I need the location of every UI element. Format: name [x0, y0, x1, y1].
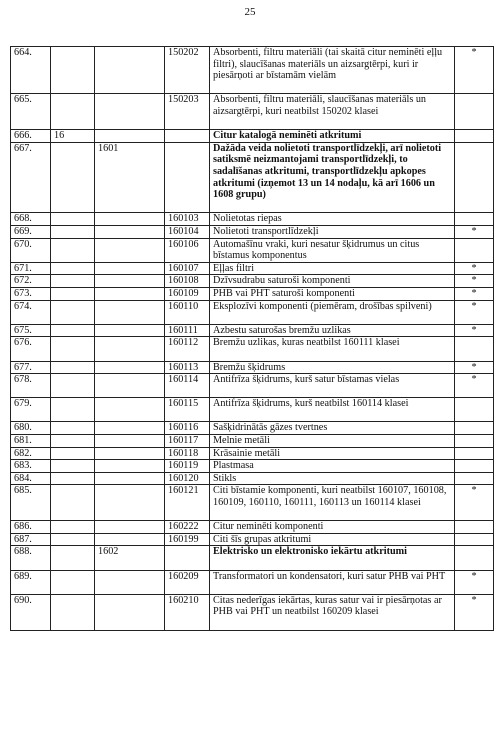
row-number-cell: 680. — [11, 422, 51, 435]
waste-code-cell: 160107 — [165, 262, 210, 275]
waste-code-cell: 160119 — [165, 460, 210, 473]
group-code-cell — [95, 570, 165, 594]
group-code-cell — [95, 130, 165, 143]
group-code-cell — [95, 361, 165, 374]
hazard-mark-cell — [455, 422, 494, 435]
chapter-code-cell — [51, 142, 95, 213]
table-row — [11, 287, 494, 300]
row-number-cell: 690. — [11, 594, 51, 630]
chapter-code-cell — [51, 422, 95, 435]
description-cell: Bremžu uzlikas, kuras neatbilst 160111 klasei — [210, 337, 455, 361]
group-code-cell — [95, 594, 165, 630]
row-number-cell: 671. — [11, 262, 51, 275]
description-cell: Dzīvsudrabu saturoši komponenti — [210, 275, 455, 288]
row-number-cell: 681. — [11, 435, 51, 448]
description-cell: Absorbenti, filtru materiāli, slaucīšanas materiāls un aizsargtērpi, kuri neatbilst 150202 klasei — [210, 94, 455, 130]
group-code-cell — [95, 435, 165, 448]
waste-code-cell — [165, 142, 210, 213]
table-row — [11, 238, 494, 262]
hazard-mark-cell: * — [455, 225, 494, 238]
table-row — [11, 447, 494, 460]
waste-code-cell: 160112 — [165, 337, 210, 361]
chapter-code-cell — [51, 213, 95, 226]
chapter-code-cell — [51, 521, 95, 534]
row-number-cell: 683. — [11, 460, 51, 473]
chapter-code-cell — [51, 287, 95, 300]
chapter-code-cell — [51, 361, 95, 374]
waste-code-cell: 160117 — [165, 435, 210, 448]
chapter-code-cell — [51, 337, 95, 361]
waste-code-cell — [165, 546, 210, 570]
waste-code-cell: 160222 — [165, 521, 210, 534]
waste-code-cell: 160115 — [165, 398, 210, 422]
chapter-code-cell — [51, 533, 95, 546]
table-row — [11, 300, 494, 324]
table-body — [11, 47, 494, 631]
row-number-cell: 682. — [11, 447, 51, 460]
row-number-cell: 687. — [11, 533, 51, 546]
chapter-code-cell — [51, 47, 95, 94]
row-number-cell: 665. — [11, 94, 51, 130]
waste-code-cell: 160103 — [165, 213, 210, 226]
table-row — [11, 533, 494, 546]
description-cell: Azbestu saturošas bremžu uzlikas — [210, 324, 455, 337]
waste-code-cell: 160110 — [165, 300, 210, 324]
description-cell: Eksplozīvi komponenti (piemēram, drošības spilveni) — [210, 300, 455, 324]
row-number-cell: 676. — [11, 337, 51, 361]
waste-code-cell: 160118 — [165, 447, 210, 460]
hazard-mark-cell — [455, 472, 494, 485]
row-number-cell: 672. — [11, 275, 51, 288]
group-code-cell — [95, 94, 165, 130]
table-row — [11, 262, 494, 275]
waste-code-cell: 160199 — [165, 533, 210, 546]
waste-code-cell: 160104 — [165, 225, 210, 238]
waste-code-cell: 160121 — [165, 485, 210, 521]
chapter-code-cell — [51, 275, 95, 288]
description-cell: Stikls — [210, 472, 455, 485]
hazard-mark-cell — [455, 142, 494, 213]
description-cell: Bremžu šķidrums — [210, 361, 455, 374]
hazard-mark-cell — [455, 533, 494, 546]
group-code-cell — [95, 521, 165, 534]
hazard-mark-cell: * — [455, 47, 494, 94]
table-row — [11, 460, 494, 473]
chapter-code-cell — [51, 238, 95, 262]
table-row — [11, 422, 494, 435]
group-code-cell — [95, 300, 165, 324]
description-cell: Dažāda veida nolietoti transportlīdzekļi, arī nolietoti satiksmē neizmantojami transportlīdzekļi, to sadalīšanas atkritumi, transportlīdzekļu apkopes atkritumi (izņemot 13 un 14 nodaļu, kā arī 1606 un 1608 grupu) — [210, 142, 455, 213]
row-number-cell: 664. — [11, 47, 51, 94]
waste-code-cell: 160108 — [165, 275, 210, 288]
group-code-cell — [95, 238, 165, 262]
hazard-mark-cell — [455, 435, 494, 448]
group-code-cell — [95, 533, 165, 546]
table-row — [11, 398, 494, 422]
hazard-mark-cell — [455, 447, 494, 460]
hazard-mark-cell — [455, 460, 494, 473]
chapter-code-cell — [51, 225, 95, 238]
table-row — [11, 275, 494, 288]
description-cell: Antifrīza šķidrums, kurš neatbilst 160114 klasei — [210, 398, 455, 422]
table-row — [11, 47, 494, 94]
description-cell: Eļļas filtri — [210, 262, 455, 275]
group-code-cell — [95, 460, 165, 473]
waste-code-cell: 160114 — [165, 374, 210, 398]
row-number-cell: 684. — [11, 472, 51, 485]
description-cell: Citi šīs grupas atkritumi — [210, 533, 455, 546]
table-row — [11, 594, 494, 630]
table-row — [11, 225, 494, 238]
chapter-code-cell — [51, 398, 95, 422]
group-code-cell — [95, 47, 165, 94]
waste-code-cell: 160111 — [165, 324, 210, 337]
group-code-cell — [95, 485, 165, 521]
group-code-cell — [95, 275, 165, 288]
group-code-cell — [95, 447, 165, 460]
row-number-cell: 689. — [11, 570, 51, 594]
table-row — [11, 435, 494, 448]
description-cell: Plastmasa — [210, 460, 455, 473]
hazard-mark-cell: * — [455, 361, 494, 374]
row-number-cell: 675. — [11, 324, 51, 337]
waste-code-cell: 160109 — [165, 287, 210, 300]
hazard-mark-cell: * — [455, 324, 494, 337]
description-cell: Citi bīstamie komponenti, kuri neatbilst 160107, 160108, 160109, 160110, 160111, 160113 un 160114 klasei — [210, 485, 455, 521]
group-code-cell — [95, 324, 165, 337]
row-number-cell: 685. — [11, 485, 51, 521]
row-number-cell: 668. — [11, 213, 51, 226]
chapter-code-cell — [51, 546, 95, 570]
group-code-cell: 1601 — [95, 142, 165, 213]
hazard-mark-cell — [455, 130, 494, 143]
hazard-mark-cell: * — [455, 570, 494, 594]
table-row — [11, 374, 494, 398]
row-number-cell: 667. — [11, 142, 51, 213]
waste-code-cell — [165, 130, 210, 143]
chapter-code-cell — [51, 94, 95, 130]
row-number-cell: 666. — [11, 130, 51, 143]
chapter-code-cell — [51, 570, 95, 594]
description-cell: Nolietoti transportlīdzekļi — [210, 225, 455, 238]
waste-code-cell: 150203 — [165, 94, 210, 130]
description-cell: Nolietotas riepas — [210, 213, 455, 226]
chapter-code-cell — [51, 300, 95, 324]
waste-code-cell: 160116 — [165, 422, 210, 435]
chapter-code-cell — [51, 460, 95, 473]
table-row — [11, 324, 494, 337]
description-cell: Citur neminēti komponenti — [210, 521, 455, 534]
chapter-code-cell — [51, 435, 95, 448]
table-row — [11, 361, 494, 374]
table-row — [11, 142, 494, 213]
description-cell: Absorbenti, filtru materiāli (tai skaitā citur neminēti eļļu filtri), slaucīšanas materiāls un aizsargtērpi, kuri ir piesārņoti ar bīstamām vielām — [210, 47, 455, 94]
chapter-code-cell — [51, 324, 95, 337]
description-cell: Antifrīza šķidrums, kurš satur bīstamas vielas — [210, 374, 455, 398]
hazard-mark-cell: * — [455, 594, 494, 630]
table-row — [11, 337, 494, 361]
page-number: 25 — [244, 6, 256, 18]
waste-code-cell: 160113 — [165, 361, 210, 374]
group-code-cell — [95, 225, 165, 238]
group-code-cell — [95, 398, 165, 422]
description-cell: Citur katalogā neminēti atkritumi — [210, 130, 455, 143]
row-number-cell: 673. — [11, 287, 51, 300]
description-cell: Elektrisko un elektronisko iekārtu atkritumi — [210, 546, 455, 570]
waste-code-cell: 160210 — [165, 594, 210, 630]
group-code-cell — [95, 262, 165, 275]
row-number-cell: 674. — [11, 300, 51, 324]
table-row — [11, 546, 494, 570]
hazard-mark-cell — [455, 213, 494, 226]
row-number-cell: 670. — [11, 238, 51, 262]
chapter-code-cell: 16 — [51, 130, 95, 143]
group-code-cell: 1602 — [95, 546, 165, 570]
hazard-mark-cell: * — [455, 485, 494, 521]
waste-code-cell: 160209 — [165, 570, 210, 594]
description-cell: Sašķidrinātās gāzes tvertnes — [210, 422, 455, 435]
chapter-code-cell — [51, 594, 95, 630]
row-number-cell: 679. — [11, 398, 51, 422]
hazard-mark-cell — [455, 398, 494, 422]
chapter-code-cell — [51, 472, 95, 485]
hazard-mark-cell — [455, 238, 494, 262]
row-number-cell: 678. — [11, 374, 51, 398]
hazard-mark-cell: * — [455, 287, 494, 300]
table-row — [11, 130, 494, 143]
group-code-cell — [95, 472, 165, 485]
table-row — [11, 472, 494, 485]
hazard-mark-cell — [455, 94, 494, 130]
hazard-mark-cell: * — [455, 374, 494, 398]
hazard-mark-cell — [455, 337, 494, 361]
waste-code-cell: 160120 — [165, 472, 210, 485]
group-code-cell — [95, 337, 165, 361]
table-row — [11, 213, 494, 226]
waste-code-cell: 150202 — [165, 47, 210, 94]
hazard-mark-cell: * — [455, 262, 494, 275]
waste-code-cell: 160106 — [165, 238, 210, 262]
chapter-code-cell — [51, 447, 95, 460]
row-number-cell: 669. — [11, 225, 51, 238]
description-cell: Citas nederīgas iekārtas, kuras satur vai ir piesārņotas ar PHB vai PHT un neatbilst 160209 klasei — [210, 594, 455, 630]
chapter-code-cell — [51, 374, 95, 398]
description-cell: Transformatori un kondensatori, kuri satur PHB vai PHT — [210, 570, 455, 594]
row-number-cell: 677. — [11, 361, 51, 374]
table-row — [11, 570, 494, 594]
waste-catalog-table — [10, 46, 494, 631]
group-code-cell — [95, 422, 165, 435]
row-number-cell: 686. — [11, 521, 51, 534]
table-row — [11, 521, 494, 534]
row-number-cell: 688. — [11, 546, 51, 570]
table-row — [11, 485, 494, 521]
hazard-mark-cell: * — [455, 300, 494, 324]
description-cell: Krāsainie metāli — [210, 447, 455, 460]
description-cell: Automašīnu vraki, kuri nesatur šķidrumus un citus bīstamus komponentus — [210, 238, 455, 262]
group-code-cell — [95, 213, 165, 226]
chapter-code-cell — [51, 485, 95, 521]
table-row — [11, 94, 494, 130]
hazard-mark-cell — [455, 546, 494, 570]
group-code-cell — [95, 287, 165, 300]
description-cell: Melnie metāli — [210, 435, 455, 448]
chapter-code-cell — [51, 262, 95, 275]
hazard-mark-cell — [455, 521, 494, 534]
description-cell: PHB vai PHT saturoši komponenti — [210, 287, 455, 300]
group-code-cell — [95, 374, 165, 398]
hazard-mark-cell: * — [455, 275, 494, 288]
